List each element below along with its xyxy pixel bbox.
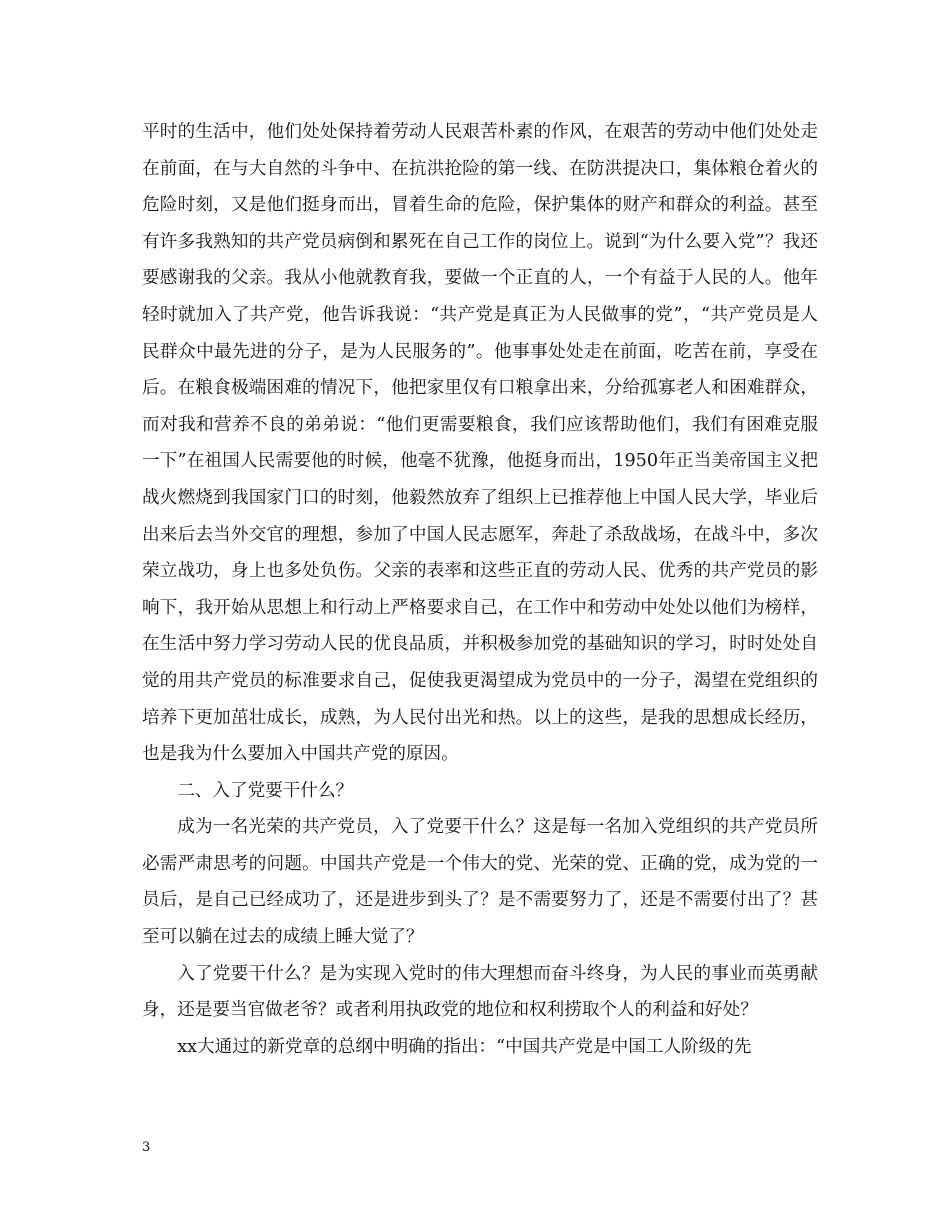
section-heading-2: 二、入了党要干什么？ (177, 780, 354, 801)
page-number: 3 (142, 1140, 151, 1155)
document-body (142, 114, 818, 1065)
paragraph-4: 入了党要干什么？是为实现入党时的伟大理想而奋斗终身，为人民的事业而英勇献身，还是要当官做老爷？或者利用执政党的地位和权利捞取个人的利益和好处？ (142, 963, 818, 1021)
paragraph-1: 平时的生活中，他们处处保持着劳动人民艰苦朴素的作风，在艰苦的劳动中他们处处走在前面，在与大自然的斗争中、在抗洪抢险的第一线、在防洪提决口，集体粮仓着火的危险时刻，又是他们挺身而出，冒着生命的危险，保护集体的财产和群众的利益。甚至有许多我熟知的共产党员病倒和累死在自己工作的岗位上。说到“为什么要入党”？我还要感谢我的父亲。我从小他就教育我，要做一个正直的人，一个有益于人民的人。他年轻时就加入了共产党，他告诉我说：“共产党是真正为人民做事的党”，“共产党员是人民群众中最先进的分子，是为人民服务的”。他事事处处走在前面，吃苦在前，享受在后。在粮食极端困难的情况下，他把家里仅有口粮拿出来，分给孤寡老人和困难群众，而对我和营养不良的弟弟说：“他们更需要粮食，我们应该帮助他们，我们有困难克服一下”在祖国人民需要他的时候，他毫不犹豫，他挺身而出，1950年正当美帝国主义把战火燃烧到我国家门口的时刻，他毅然放弃了组织上已推荐他上中国人民大学，毕业后出来后去当外交官的理想，参加了中国人民志愿军，奔赴了杀敌战场，在战斗中，多次荣立战功，身上也多处负伤。父亲的表率和这些正直的劳动人民、优秀的共产党员的影响下，我开始从思想上和行动上严格要求自己，在工作中和劳动中处处以他们为榜样，在生活中努力学习劳动人民的优良品质，并积极参加党的基础知识的学习，时时处处自觉的用共产党员的标准要求自己，促使我更渴望成为党员中的一分子，渴望在党组织的培养下更加茁壮成长，成熟，为人民付出光和热。以上的这些，是我的思想成长经历，也是我为什么要加入中国共产党的原因。 (142, 122, 818, 765)
paragraph-3: 成为一名光荣的共产党员，入了党要干什么？这是每一名加入党组织的共产党员所必需严肃思考的问题。中国共产党是一个伟大的党、光荣的党、正确的党，成为党的一员后，是自己已经成功了，还是进步到头了？是不需要努力了，还是不需要付出了？甚至可以躺在过去的成绩上睡大觉了？ (142, 817, 818, 948)
paragraph-5: xx大通过的新党章的总纲中明确的指出：“中国共产党是中国工人阶级的先 (177, 1036, 752, 1057)
